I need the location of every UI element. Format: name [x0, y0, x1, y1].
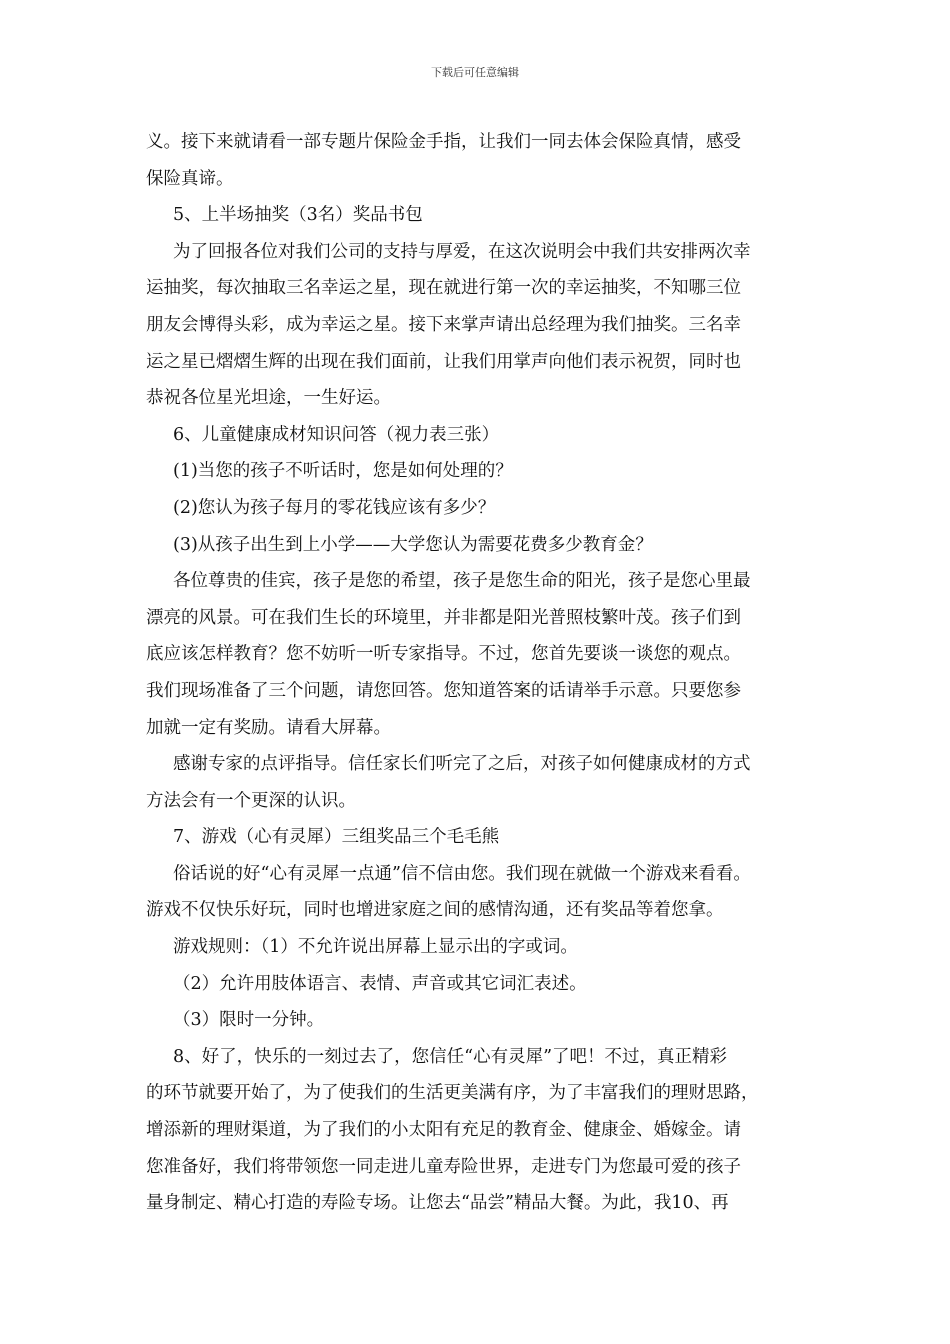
text-line: 运抽奖，每次抽取三名幸运之星，现在就进行第一次的幸运抽奖，不知哪三位	[146, 278, 741, 299]
text-line: 增添新的理财渠道，为了我们的小太阳有充足的教育金、健康金、婚嫁金。请	[146, 1120, 741, 1141]
page-header: 下载后可任意编辑	[431, 66, 519, 79]
text-line: 加就一定有奖励。请看大屏幕。	[146, 717, 391, 738]
text-line: 漂亮的风景。可在我们生长的环境里，并非都是阳光普照枝繁叶茂。孩子们到	[146, 607, 741, 628]
paragraph-start: 各位尊贵的佳宾，孩子是您的希望，孩子是您生命的阳光，孩子是您心里最	[173, 571, 751, 592]
text-line: 的环节就要开始了，为了使我们的生活更美满有序，为了丰富我们的理财思路，	[146, 1083, 759, 1104]
text-line: 朋友会博得头彩，成为幸运之星。接下来掌声请出总经理为我们抽奖。三名幸	[146, 314, 741, 335]
text-line: 恭祝各位星光坦途，一生好运。	[146, 388, 391, 409]
question-item: (1)当您的孩子不听话时，您是如何处理的？	[173, 461, 513, 482]
section-heading: 7、游戏（心有灵犀）三组奖品三个毛毛熊	[173, 827, 500, 848]
paragraph-start: 俗话说的好“心有灵犀一点通”信不信由您。我们现在就做一个游戏来看看。	[173, 863, 751, 884]
text-line: 保险真谛。	[146, 168, 234, 189]
question-item: (3)从孩子出生到上小学——大学您认为需要花费多少教育金？	[173, 534, 653, 555]
rule-item: （2）允许用肢体语言、表情、声音或其它词汇表述。	[173, 973, 587, 994]
paragraph-start: 感谢专家的点评指导。信任家长们听完了之后，对孩子如何健康成材的方式	[173, 754, 751, 775]
rule-item: （3）限时一分钟。	[173, 1010, 325, 1031]
text-line: 游戏不仅快乐好玩，同时也增进家庭之间的感情沟通，还有奖品等着您拿。	[146, 900, 724, 921]
text-line: 我们现场准备了三个问题，请您回答。您知道答案的话请举手示意。只要您参	[146, 680, 741, 701]
text-line: 底应该怎样教育？您不妨听一听专家指导。不过，您首先要谈一谈您的观点。	[146, 644, 741, 665]
text-line: 义。接下来就请看一部专题片保险金手指，让我们一同去体会保险真情，感受	[146, 132, 741, 152]
section-heading: 5、上半场抽奖（3名）奖品书包	[173, 205, 423, 226]
text-line: 方法会有一个更深的认识。	[146, 790, 356, 811]
text-line: 量身制定、精心打造的寿险专场。让您去“品尝”精品大餐。为此，我10、再	[146, 1193, 729, 1214]
question-item: (2)您认为孩子每月的零花钱应该有多少？	[173, 497, 496, 518]
game-rules: 游戏规则：（1）不允许说出屏幕上显示出的字或词。	[173, 937, 578, 958]
paragraph-start: 为了回报各位对我们公司的支持与厚爱，在这次说明会中我们共安排两次幸	[173, 241, 751, 262]
document-body	[146, 124, 818, 1222]
section-heading: 8、好了，快乐的一刻过去了，您信任“心有灵犀”了吧！不过，真正精彩	[173, 1046, 728, 1067]
section-heading: 6、儿童健康成材知识问答（视力表三张）	[173, 424, 500, 445]
text-line: 您准备好，我们将带领您一同走进儿童寿险世界，走进专门为您最可爱的孩子	[146, 1156, 741, 1177]
text-line: 运之星已熠熠生辉的出现在我们面前，让我们用掌声向他们表示祝贺，同时也	[146, 351, 741, 372]
